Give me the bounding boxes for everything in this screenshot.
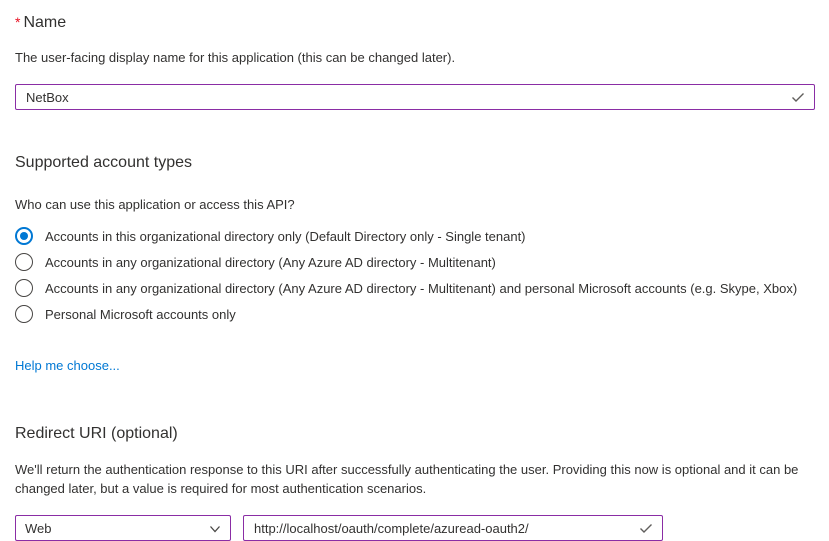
supported-account-types-title: Supported account types — [15, 154, 193, 171]
radio-option-multitenant-personal[interactable] — [15, 279, 815, 297]
radio-option-label: Accounts in any organizational directory (Any Azure AD directory - Multitenant) — [45, 254, 496, 270]
redirect-uri-section — [15, 424, 815, 541]
platform-select-value: Web — [25, 520, 52, 536]
radio-button-icon[interactable] — [15, 227, 33, 245]
radio-button-icon[interactable] — [15, 305, 33, 323]
radio-button-icon[interactable] — [15, 279, 33, 297]
account-type-radio-group — [15, 227, 815, 323]
name-field-label: Name — [23, 14, 67, 31]
name-field-description: The user-facing display name for this application (this can be changed later). — [15, 50, 456, 65]
redirect-uri-input-wrapper — [243, 515, 663, 541]
radio-option-single-tenant[interactable] — [15, 227, 815, 245]
redirect-uri-description: We'll return the authentication response to this URI after successfully authenticating the user. Providing this now is optional and it can be changed later, but a value is required for most authentication scenarios. — [15, 462, 799, 496]
redirect-uri-input[interactable] — [243, 515, 663, 541]
name-input[interactable] — [15, 84, 815, 110]
chevron-down-icon — [208, 522, 222, 536]
required-asterisk: * — [15, 14, 21, 30]
redirect-uri-controls — [15, 515, 815, 541]
radio-option-multitenant[interactable] — [15, 253, 815, 271]
supported-account-types-section — [15, 153, 815, 375]
account-types-question: Who can use this application or access this API? — [15, 197, 295, 212]
name-field-heading — [15, 12, 815, 33]
name-input-wrapper — [15, 84, 815, 110]
redirect-uri-title: Redirect URI (optional) — [15, 425, 178, 442]
name-section — [15, 12, 815, 110]
help-me-choose-link[interactable]: Help me choose... — [15, 358, 120, 373]
platform-select[interactable] — [15, 515, 231, 541]
radio-option-label: Personal Microsoft accounts only — [45, 306, 236, 322]
radio-button-icon[interactable] — [15, 253, 33, 271]
radio-option-personal-only[interactable] — [15, 305, 815, 323]
radio-option-label: Accounts in any organizational directory (Any Azure AD directory - Multitenant) and personal Microsoft accounts (e.g. Skype, Xbox) — [45, 280, 798, 296]
radio-option-label: Accounts in this organizational directory only (Default Directory only - Single tenant) — [45, 228, 526, 244]
